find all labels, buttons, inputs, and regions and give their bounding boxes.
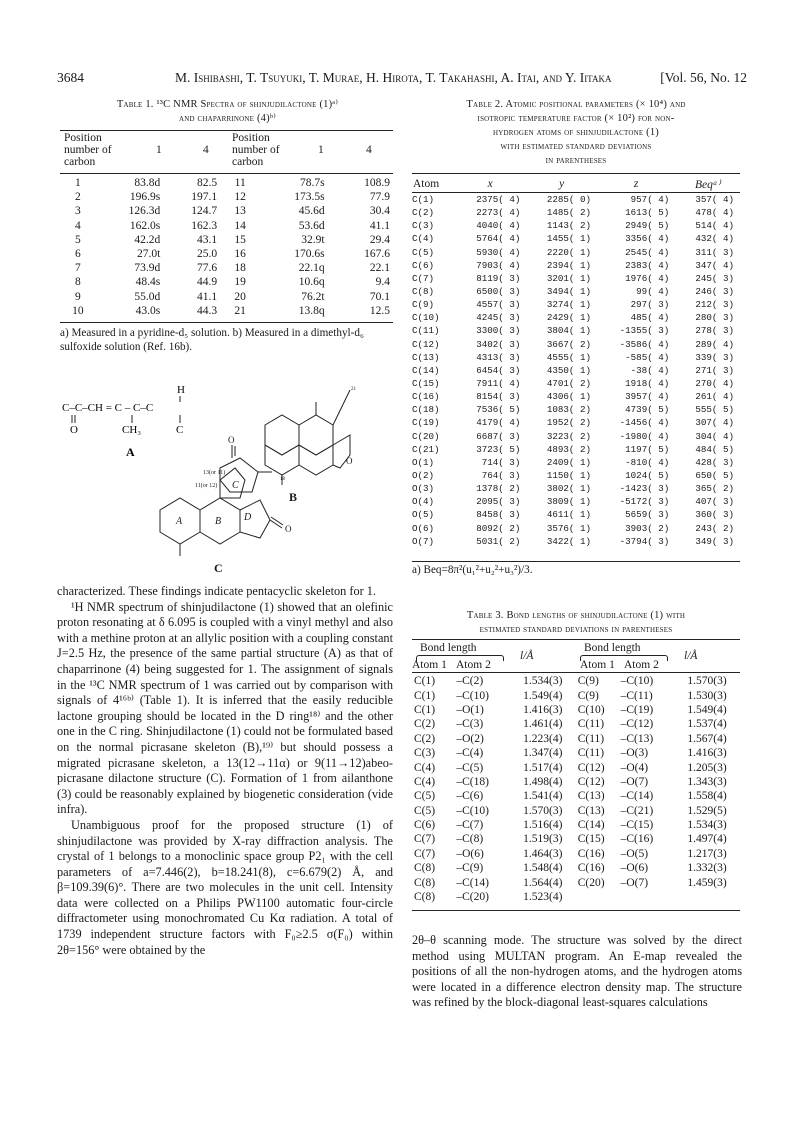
table2-caption: Table 2. Atomic positional parameters (× 10⁴) and isotropic temperature factor (× 10²) for non- hydrogen atoms of shinjudilactone (1) with estimated standard deviations in parentheses <box>466 99 686 166</box>
table-row: C(21) 3723( 5) 4893( 2) 1197( 5) 484( 5) <box>412 443 734 455</box>
svg-text:11(or 12): 11(or 12) <box>195 483 218 489</box>
table-row: C(4) 5764( 4) 1455( 1) 3356( 4) 432( 4) <box>412 233 734 245</box>
svg-text:H: H <box>177 384 185 396</box>
left-column-text: characterized. These findings indicate pentacyclic skeleton for 1. ¹H NMR spectrum of shinjudilactone (1) showed that an olefinic proton resonating at δ 6.095 is coupled with a vinyl methyl and also with a methine proton at an allylic position with a coupling constant J=2.5 Hz, the presence of the same partial structure (A) as that of chaparrinone (4) being suggested for 1. The assignment of signals in the ¹³C NMR spectrum of 1 was carried out by comparison with signals of 4¹⁶ᵇ⁾ (Table 1). It is inferred that the easily reducible lactone grouping should be located in the D ring¹⁸⁾ and the other one in the C ring. Shinjudilactone (1) could not be formulated based on the normal picrasane skeleton (B),¹⁹⁾ but should possess a migrated picrasane skeleton, a 13(12→11α) or 9(11→12)abeo-picrasane dilactone structure (C). Formation of 1 from ailanthone (3) could be reasonably explained by biogenetic consideration (vide infra). Unambiguous proof for the proposed structure (1) of shinjudilactone was provided by X-ray diffraction analysis. The crystal of 1 belongs to a monoclinic space group P2₁ with the cell parameters of a=7.446(2), b=18.241(8), c=6.679(2) Å, and β=109.39(6)°. There are two molecules in the unit cell. Intensity data were collected on a Philips PW1100 automatic four-circle diffractometer using monochromated Cu Kα radiation. A total of 1739 independent structure factors with F₀≥2.5 σ(F₀) within 2θ=156° were obtained by the <box>57 584 393 957</box>
table-row: C(16) 8154( 3) 4306( 1) 3957( 4) 261( 4) <box>412 391 734 403</box>
table3 <box>412 674 740 904</box>
svg-text:B: B <box>215 516 222 527</box>
table-row: O(5) 8458( 3) 4611( 1) 5659( 3) 360( 3) <box>412 509 734 521</box>
table-row: C(3) –C(4) 1.347(4) C(11) –O(3) 1.416(3) <box>414 747 727 760</box>
structure-a <box>62 384 185 459</box>
table-row: C(3) 4040( 4) 1143( 2) 2949( 5) 514( 4) <box>412 220 734 232</box>
authors: M. Ishibashi, T. Tsuyuki, T. Murae, H. Hirota, T. Takahashi, A. Itai, and Y. Iitaka <box>175 70 612 85</box>
table3-header: Bond length Atom 1 Atom 2 l/Å Bond length Atom 1 Atom 2 l/Å <box>412 642 698 671</box>
table1-footnote: a) Measured in a pyridine-d₅ solution. b) Measured in a dimethyl-d₆ sulfoxide solution (Ref. 16b). <box>60 327 364 353</box>
table3-caption: Table 3. Bond lengths of shinjudilactone (1) with estimated standard deviations in parentheses <box>466 610 686 635</box>
table-row: C(4) –C(18) 1.498(4) C(12) –O(7) 1.343(3) <box>414 775 727 788</box>
table-row: 5 42.2d 43.1 15 32.9t 29.4 <box>75 233 390 246</box>
table-row: C(14) 6454( 3) 4350( 1) -38( 4) 271( 3) <box>412 364 734 376</box>
table1-caption: Table 1. ¹³C NMR Spectra of shinjudilactone (1)ᵃ⁾ and chaparrinone (4)ᵇ⁾ <box>116 99 339 124</box>
svg-text:C–C–CH = C – C–C: C–C–CH = C – C–C <box>62 402 154 414</box>
svg-text:18: 18 <box>280 477 285 482</box>
svg-text:D: D <box>244 512 252 523</box>
table-row: C(18) 7536( 5) 1083( 2) 4739( 5) 555( 5) <box>412 404 734 416</box>
table-row: C(8) –C(9) 1.548(4) C(16) –O(6) 1.332(3) <box>414 862 727 875</box>
table-row: 7 73.9d 77.6 18 22.1q 22.1 <box>75 262 390 275</box>
svg-text:B: B <box>289 490 298 504</box>
table-row: C(15) 7911( 4) 4701( 2) 1918( 4) 270( 4) <box>412 378 734 390</box>
table-row: C(8) 6500( 3) 3494( 1) 99( 4) 246( 3) <box>412 286 734 298</box>
structure-c <box>160 435 292 575</box>
table-row: O(1) 714( 3) 2409( 1) -810( 4) 428( 3) <box>412 456 734 468</box>
table-row: O(2) 764( 3) 1150( 1) 1024( 5) 650( 5) <box>412 470 734 482</box>
table-row: 6 27.0t 25.0 16 170.6s 167.6 <box>75 248 390 261</box>
table-row: C(2) 2273( 4) 1485( 2) 1613( 5) 478( 4) <box>412 207 734 219</box>
table-row: C(5) 5930( 4) 2220( 1) 2545( 4) 311( 3) <box>412 246 734 258</box>
table-row: C(4) –C(5) 1.517(4) C(12) –O(4) 1.205(3) <box>414 761 727 774</box>
svg-text:O: O <box>346 456 353 466</box>
table-row: C(1) 2375( 4) 2285( 0) 957( 4) 357( 4) <box>412 194 734 206</box>
table-row: O(7) 5031( 2) 3422( 1) -3794( 3) 349( 3) <box>412 535 734 547</box>
svg-text:A: A <box>126 445 135 459</box>
table-row: O(3) 1378( 2) 3802( 1) -1423( 3) 365( 2) <box>412 483 734 495</box>
table-row: C(11) 3300( 3) 3804( 1) -1355( 3) 278( 3) <box>412 325 734 337</box>
svg-text:21: 21 <box>351 387 356 392</box>
table-row: 2 196.9s 197.1 12 173.5s 77.9 <box>75 191 390 204</box>
table-row: C(19) 4179( 4) 1952( 2) -1456( 4) 307( 4) <box>412 417 734 429</box>
table-row: C(1) –C(10) 1.549(4) C(9) –C(11) 1.530(3) <box>414 689 727 702</box>
table-row: C(8) –C(14) 1.564(4) C(20) –O(7) 1.459(3) <box>414 876 727 889</box>
svg-text:O: O <box>285 524 292 534</box>
table-row: 1 83.8d 82.5 11 78.7s 108.9 <box>75 177 390 190</box>
table-row: 3 126.3d 124.7 13 45.6d 30.4 <box>75 205 390 218</box>
svg-text:C: C <box>232 480 239 491</box>
table-row: C(9) 4557( 3) 3274( 1) 297( 3) 212( 3) <box>412 299 734 311</box>
table-row: O(6) 8092( 2) 3576( 1) 3903( 2) 243( 2) <box>412 522 734 534</box>
table-row: C(2) –C(3) 1.461(4) C(11) –C(12) 1.537(4) <box>414 718 727 731</box>
table-row: C(1) –C(2) 1.534(3) C(9) –C(10) 1.570(3) <box>414 675 727 688</box>
svg-text:CH₃: CH₃ <box>122 424 142 436</box>
table2: Atom x y z Beqᵃ⁾ C(1) 2375( 4) 2285( 0) 957( 4) 357( 4) C(2) 2273( 4) 1485( 2) 1613( 5) 478( 4) C(3) 4040( 4) 1143( 2) 2949( 5) 514( 4) C(4) 5764( 4) 1455( 1) 3356( 4) 432( 4) C(5) 5930( 4) 2220( 1) 2545( 4) 311( 3) C(6) 7903( 4) 2394( 1) 2383( 4) 347( 4) C(7) 8119( 3) 3201( 1) 1976( 4) 245( 3) C(8) 6500( 3) 3494( 1) 99( 4) 246( 3) C(9) 4557( 3) 3274( 1) 297( 3) 212( 3) C(10) 4245( 3) 2429( 1) 485( 4) 280( 3) C(11) 3300( 3) 3804( 1) -1355( 3) 278( 3) C(12) 3402( 3) 3667( 2) -3586( 4) 289( 4) C(13) 4313( 3) 4555( 1) -585( 4) 339( 3) C(14) 6454( 3) 4350( 1) -38( 4) 271( 3) C(15) 7911( 4) 4701( 2) 1918( 4) 270( 4) C(16) 8154( 3) 4306( 1) 3957( 4) 261( 4) C(18) 7536( 5) 1083( 2) 4739( 5) 555( 5) C(19) 4179( 4) 1952( 2) -1456( 4) 307( 4) C(20) 6687( 3) 3223( 2) -1980( 4) 304( 4) C(21) 3723( 5) 4893( 2) 1197( 5) 484( 5) O(1) 714( 3) 2409( 1) -810( 4) 428( 3) O(2) 764( 3) 1150( 1) 1024( 5) 650( 5) O(3) 1378( 2) 3802( 1) -1423( 3) 365( 2) O(4) 2095( 3) 3809( 1) -5172( 3) 407( 3) O(5) 8458( 3) 4611( 1) 5659( 3) 360( 3) O(6) 8092( 2) 3576( 1) 3903( 2) 243( 2) O(7) 5031( 2) 3422( 1) -3794( 3) 349( 3) <box>412 175 740 548</box>
table2-footnote: a) Beq=8π²(u₁²+u₂²+u₃²)/3. <box>412 564 533 576</box>
svg-text:O: O <box>70 424 78 436</box>
structure-b <box>265 387 357 504</box>
table1 <box>60 176 393 318</box>
svg-text:C: C <box>176 424 184 436</box>
svg-text:O: O <box>228 435 235 445</box>
table-row: C(20) 6687( 3) 3223( 2) -1980( 4) 304( 4) <box>412 430 734 442</box>
table-row: C(6) –C(7) 1.516(4) C(14) –C(15) 1.534(3) <box>414 819 727 832</box>
svg-text:A: A <box>176 516 183 527</box>
page-number: 3684 <box>57 70 84 85</box>
table-row: 10 43.0s 44.3 21 13.8q 12.5 <box>72 304 390 317</box>
chemical-structures <box>60 360 400 580</box>
right-column-text: 2θ–θ scanning mode. The structure was solved by the direct method using MULTAN program. An E-map revealed the positions of all the non-hydrogen atoms, and the hydrogen atoms were located in a difference electron density map. The structure was refined by the block-diagonal least-squares calculations <box>412 933 742 1010</box>
table-row: C(7) –C(8) 1.519(3) C(15) –C(16) 1.497(4) <box>414 833 727 846</box>
svg-text:13(or 11): 13(or 11) <box>203 470 226 476</box>
journal-volume: [Vol. 56, No. 12 <box>660 70 747 85</box>
table-row: C(2) –O(2) 1.223(4) C(11) –C(13) 1.567(4) <box>414 732 727 745</box>
table-row: C(5) –C(10) 1.570(3) C(13) –C(21) 1.529(5) <box>414 804 727 817</box>
table-row: C(10) 4245( 3) 2429( 1) 485( 4) 280( 3) <box>412 312 734 324</box>
table-row: 8 48.4s 44.9 19 10.6q 9.4 <box>75 276 390 289</box>
table-row: C(7) –O(6) 1.464(3) C(16) –O(5) 1.217(3) <box>414 847 727 860</box>
table-row: C(7) 8119( 3) 3201( 1) 1976( 4) 245( 3) <box>412 272 734 284</box>
table-row: C(8) –C(20) 1.523(4) <box>414 891 563 904</box>
table-row: O(4) 2095( 3) 3809( 1) -5172( 3) 407( 3) <box>412 496 734 508</box>
table-row: C(13) 4313( 3) 4555( 1) -585( 4) 339( 3) <box>412 351 734 363</box>
table-row: C(6) 7903( 4) 2394( 1) 2383( 4) 347( 4) <box>412 259 734 271</box>
table-row: C(5) –C(6) 1.541(4) C(13) –C(14) 1.558(4) <box>414 790 727 803</box>
svg-text:C: C <box>214 561 223 575</box>
table-row: 4 162.0s 162.3 14 53.6d 41.1 <box>75 219 390 232</box>
table-row: C(1) –O(1) 1.416(3) C(10) –C(19) 1.549(4) <box>414 703 727 716</box>
table-row: 9 55.0d 41.1 20 76.2t 70.1 <box>75 290 390 303</box>
table-row: C(12) 3402( 3) 3667( 2) -3586( 4) 289( 4) <box>412 338 734 350</box>
